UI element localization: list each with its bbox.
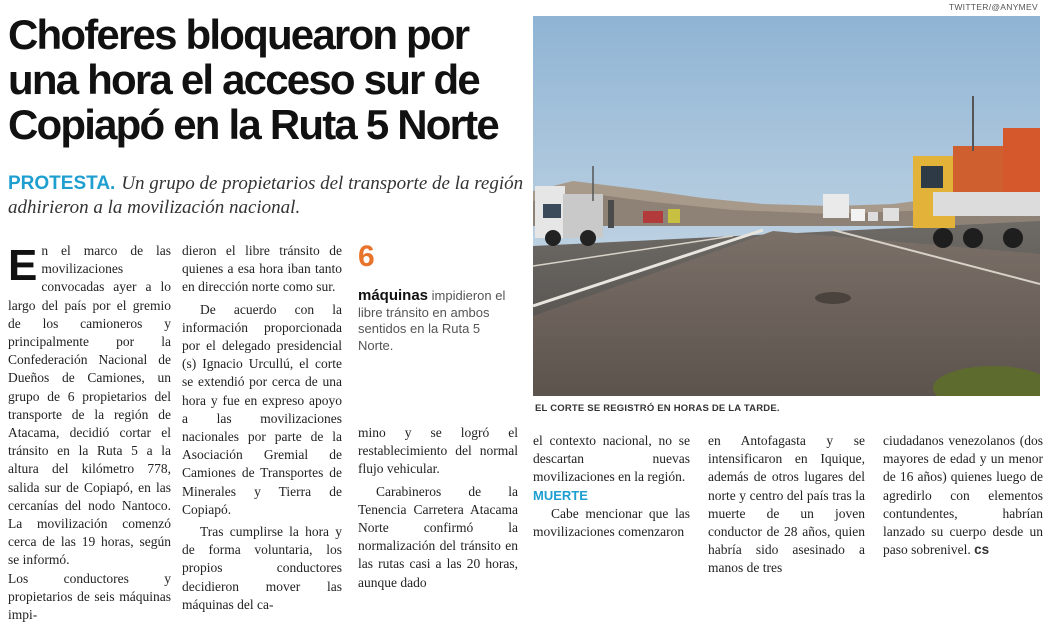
photo-caption: EL CORTE SE REGISTRÓ EN HORAS DE LA TARDE. (535, 403, 780, 414)
body-paragraph: mino y se logró el restablecimiento del normal flujo vehicular. (358, 425, 518, 477)
body-column-3 (358, 424, 518, 592)
body-paragraph: Tras cumplirse la hora y de forma voluntaria, los propios conductores decidieron mover las máquinas del ca- (182, 524, 342, 612)
body-column-5 (708, 432, 865, 578)
body-paragraph: dieron el libre tránsito de quienes a esa hora iban tanto en dirección norte como sur. (182, 243, 342, 295)
lead-text: Un grupo de propietarios del transporte de la región adhirieron a la movilización nacional. (8, 173, 524, 218)
stat-description: impidieron el libre tránsito en ambos sentidos en la Ruta 5 Norte. (358, 288, 506, 353)
stat-text (358, 288, 518, 354)
photo-credit: TWITTER/@ANYMEV (948, 2, 1038, 12)
body-column-2 (182, 242, 342, 614)
body-paragraph: ciudadanos venezolanos (dos mayores de edad y un menor de 16 años) quienes luego de agredirlo con elementos contundentes, habrían lanzado su cuerpo desde un paso sobrenivel. (883, 433, 1043, 558)
headline-line: Choferes bloquearon por (8, 11, 469, 58)
stat-bold: máquinas (358, 287, 429, 304)
body-paragraph: Carabineros de la Tenencia Carretera Atacama Norte confirmó la normalización del tránsito en las rutas casi a las 20 horas, aunque dado (358, 483, 518, 590)
body-paragraph: el contexto nacional, no se descartan nuevas movilizaciones en la región. (533, 433, 690, 485)
drop-cap: E (8, 241, 38, 290)
body-column-4 (533, 432, 690, 541)
headline-line: Copiapó en la Ruta 5 Norte (8, 101, 498, 148)
stat-number: 6 (358, 240, 375, 273)
body-paragraph: en Antofagasta y se intensificaron en Iquique, además de otros lugares del norte y centro del país tras la muerte de un joven conductor de 28 años, quien habría sido asesinado a manos de tres (708, 433, 865, 576)
body-column-6 (883, 432, 1043, 559)
lead-paragraph (8, 172, 528, 220)
news-photo (533, 16, 1040, 396)
headline-line: una hora el acceso sur de (8, 56, 479, 103)
headline (8, 12, 528, 147)
body-column-1 (8, 242, 171, 624)
end-mark: cs (974, 542, 990, 558)
kicker: PROTESTA. (8, 173, 116, 194)
body-paragraph: Los conductores y propietarios de seis máquinas impi- (8, 570, 171, 623)
section-subhead: MUERTE (533, 487, 588, 503)
body-paragraph: n el marco de las movilizaciones convocadas ayer a lo largo del país por el gremio de los camioneros y principalmente por la Confederación Nacional de Dueños de Camiones, un grupo de 6 propietarios del transporte de la región de Atacama, decidió cortar el tránsito en la Ruta 5 a la altura del kilómetro 778, salida sur de Copiapó, en las cercanías del nodo Nantoco. La movilización comenzó cerca de las 19 horas, según se informó. (8, 243, 171, 568)
highway-trucks-photo (533, 16, 1040, 396)
body-paragraph: Cabe mencionar que las movilizaciones comenzaron (533, 505, 690, 540)
body-paragraph: De acuerdo con la información proporcionada por el delegado presidencial (s) Ignacio Urcullú, el corte se extendió por cerca de una hora y fue en expreso apoyo a las movilizaciones nacionales por parte de la Asociación Gremial de Camiones de Transportes de Minerales y Tierra de Copiapó. (182, 301, 342, 517)
